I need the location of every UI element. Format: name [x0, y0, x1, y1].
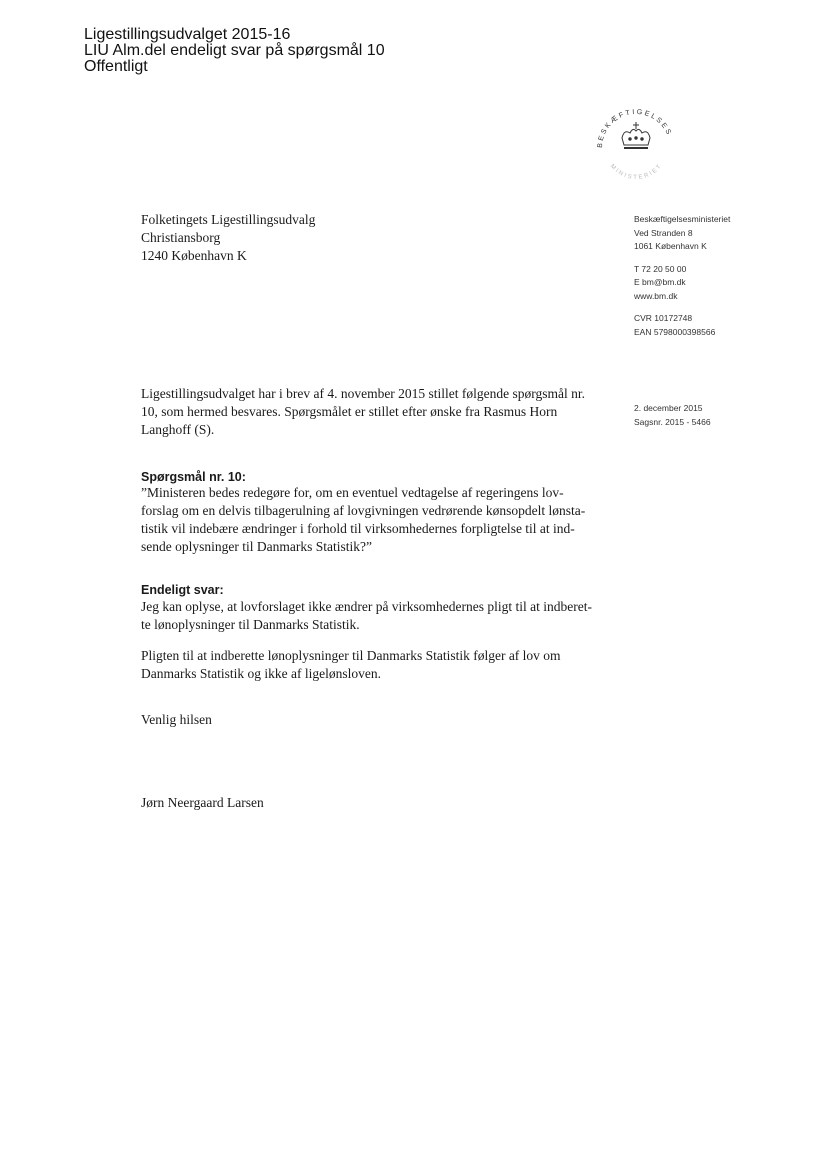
recipient-address: [141, 211, 315, 265]
intro-line: Ligestillingsudvalget har i brev af 4. november 2015 stillet følgende spørgsmål nr.: [141, 386, 586, 401]
seal-text-top: BESKÆFTIGELSES: [596, 108, 673, 149]
intro-paragraph: [141, 385, 611, 439]
answer-line: Jeg kan oplyse, at lovforslaget ikke ændrer på virksomhedernes pligt til at indberet-: [141, 599, 593, 614]
sender-email: E bm@bm.dk: [634, 277, 686, 287]
stamp-line-status: Offentligt: [84, 58, 148, 75]
sender-web: www.bm.dk: [634, 290, 678, 301]
answer-line: te lønoplysninger til Danmarks Statistik.: [141, 617, 360, 632]
answer-heading: Endeligt svar:: [141, 583, 224, 597]
letter-date: 2. december 2015: [634, 403, 703, 413]
recipient-name: Folketingets Ligestillingsudvalg: [141, 212, 316, 227]
sender-block: [634, 213, 730, 339]
sender-cvr: CVR 10172748: [634, 313, 693, 323]
ministry-seal: [590, 98, 682, 190]
sender-city: 1061 København K: [634, 241, 707, 251]
closing-greeting: Venlig hilsen: [141, 712, 212, 727]
svg-text:MINISTERIET: [609, 163, 664, 181]
header-stamp: [84, 27, 385, 75]
crown-icon: [622, 122, 650, 148]
question-line: sende oplysninger til Danmarks Statistik?”: [141, 539, 372, 554]
question-line: forslag om en delvis tilbagerulning af lovgivningen vedrørende kønsopdelt lønsta-: [141, 503, 586, 518]
case-number: Sagsnr. 2015 - 5466: [634, 416, 711, 427]
answer-line: Pligten til at indberette lønoplysninger til Danmarks Statistik følger af lov om: [141, 648, 561, 663]
sender-name: Beskæftigelsesministeriet: [634, 214, 731, 224]
answer-paragraph-2: [141, 647, 611, 683]
recipient-building: Christiansborg: [141, 230, 221, 245]
sender-street: Ved Stranden 8: [634, 227, 693, 238]
recipient-city: 1240 København K: [141, 248, 247, 263]
intro-line: Langhoff (S).: [141, 422, 215, 437]
question-heading: Spørgsmål nr. 10:: [141, 470, 246, 484]
question-line: tistik vil indebære ændringer i forhold til virksomhedernes forpligtelse til at ind-: [141, 521, 575, 536]
letter-meta: [634, 402, 711, 429]
svg-text:BESKÆFTIGELSES: [597, 109, 673, 148]
stamp-line-committee: Ligestillingsudvalget 2015-16: [84, 26, 291, 43]
answer-line: Danmarks Statistik og ikke af ligelønsloven.: [141, 666, 381, 681]
sender-phone: T 72 20 50 00: [634, 263, 687, 274]
seal-text-bottom: MINISTERIET: [608, 162, 664, 181]
intro-line: 10, som hermed besvares. Spørgsmålet er stillet efter ønske fra Rasmus Horn: [141, 404, 558, 419]
question-text: [141, 484, 611, 556]
signature-name: Jørn Neergaard Larsen: [141, 795, 264, 810]
ministry-seal-graphic: [590, 98, 682, 190]
stamp-line-reference: LIU Alm.del endeligt svar på spørgsmål 10: [84, 42, 385, 59]
sender-ean: EAN 5798000398566: [634, 326, 716, 337]
answer-paragraph-1: [141, 598, 611, 634]
question-line: ”Ministeren bedes redegøre for, om en eventuel vedtagelse af regeringens lov-: [141, 485, 564, 500]
